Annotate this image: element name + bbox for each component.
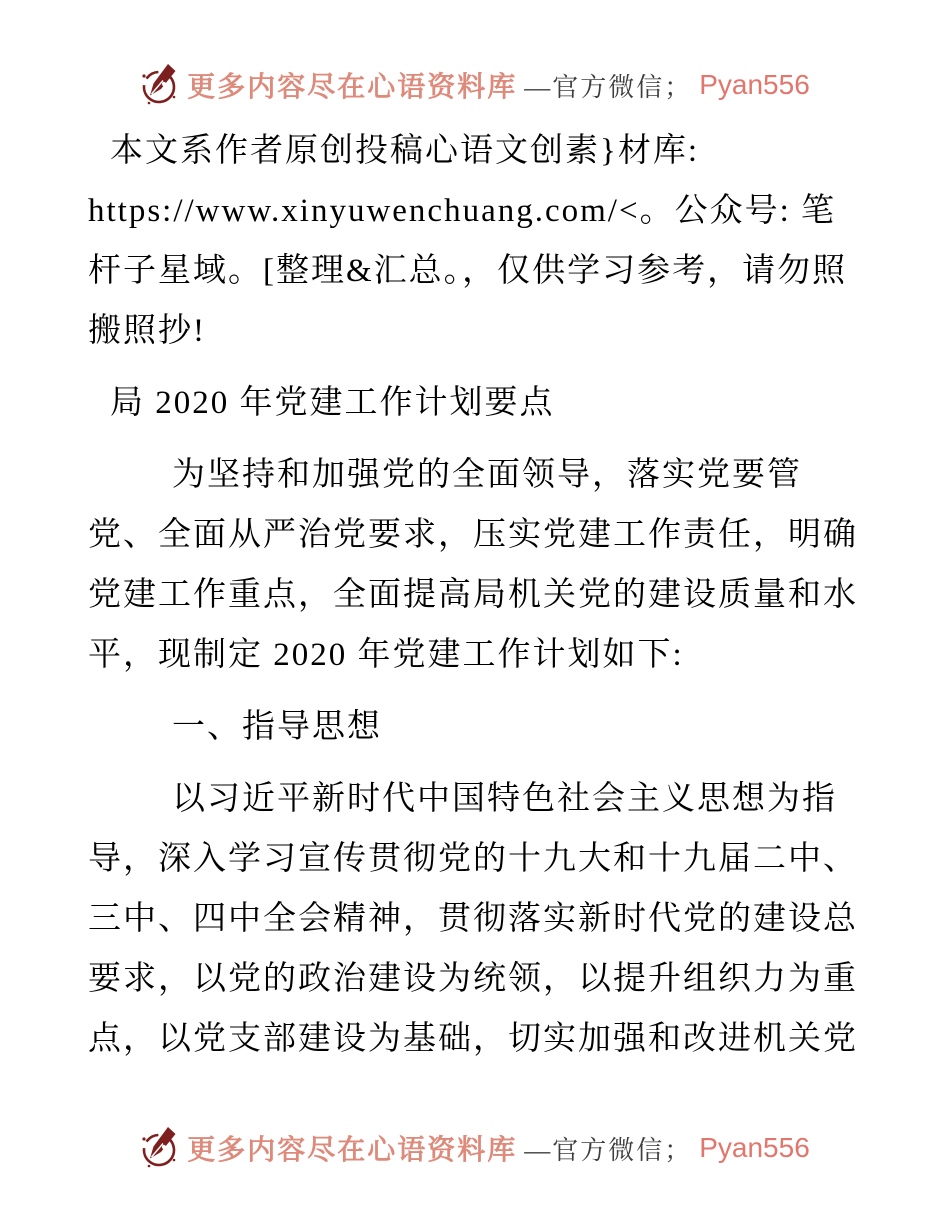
text-line: 导，深入学习宣传贯彻党的十九大和十九届二中、 [88,841,858,877]
text-line: 三中、四中全会精神，贯彻落实新时代党的建设总 [88,901,858,937]
text-line: 以习近平新时代中国特色社会主义思想为指 [172,781,837,817]
title-line: 局 2020 年党建工作计划要点 [110,385,555,421]
text-line: 要求，以党的政治建设为统领，以提升组织力为重 [88,961,858,997]
text-line: 点，以党支部建设为基础，切实加强和改进机关党 [88,1021,858,1057]
document-title [88,373,862,433]
watermark-wechat-label: —官方微信； [524,1135,693,1165]
section-body-paragraph [88,769,862,1069]
disclaimer-paragraph [88,121,862,361]
text-line: 党建工作重点，全面提高局机关党的建设质量和水 [88,577,858,613]
document-body [88,121,862,1069]
heading-line: 一、指导思想 [172,709,382,745]
text-line: 杆子星域。[整理&汇总。，仅供学习参考，请勿照 [88,253,848,289]
text-line: 党、全面从严治党要求，压实党建工作责任，明确 [88,517,858,553]
watermark-wechat-id: Pyan556 [699,69,810,100]
text-line: 搬照抄! [88,313,206,349]
intro-paragraph [88,445,862,685]
text-line: 平，现制定 2020 年党建工作计划如下: [88,637,684,673]
watermark-brand-text: 更多内容尽在心语资料库 [187,72,518,103]
section-heading [88,697,862,757]
text-line: 为坚持和加强党的全面领导，落实党要管 [172,457,802,493]
watermark-brand-text: 更多内容尽在心语资料库 [187,1135,518,1166]
watermark-wechat-id: Pyan556 [699,1132,810,1163]
footer-watermark [0,1125,950,1171]
pen-nib-circle-icon [140,1126,180,1170]
text-line: https://www.xinyuwenchuang.com/<。公众号: 笔 [88,193,836,229]
text-line: 本文系作者原创投稿心语文创素}材库: [110,133,700,169]
watermark-wechat-label: —官方微信； [524,72,693,102]
header-watermark [0,62,950,108]
pen-nib-circle-icon [140,63,180,107]
